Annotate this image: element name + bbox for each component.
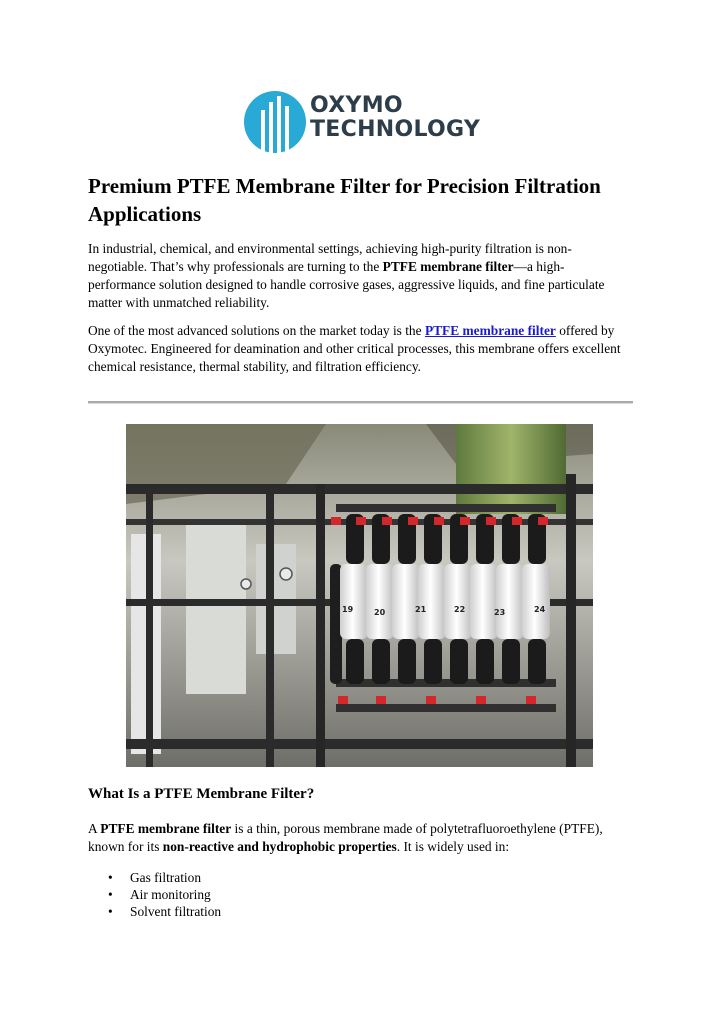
list-item <box>88 886 221 903</box>
intro-paragraph <box>88 240 628 312</box>
second-text-2: offered by Oxymotec. Engineered for deamination and other critical processes, this membrane offers excellent chemical resistance, thermal stability, and filtration efficiency. <box>88 323 621 374</box>
module-label: 21 <box>415 605 427 614</box>
bullet-icon: • <box>108 904 113 919</box>
article-title: Premium PTFE Membrane Filter for Precision Filtration Applications <box>88 174 601 226</box>
second-text-1: One of the most advanced solutions on the market today is the <box>88 323 425 338</box>
section-heading: What Is a PTFE Membrane Filter? <box>88 786 315 802</box>
section-bold-2: non-reactive and hydrophobic properties <box>162 839 397 854</box>
module-label: 20 <box>374 608 386 617</box>
module-label: 19 <box>342 605 354 614</box>
membrane-skid-photo <box>126 424 593 767</box>
intro-bold: PTFE membrane filter <box>382 259 514 274</box>
intro-text-2: —a high-performance solution designed to handle corrosive gases, aggressive liquids, and fine particulate matter with unmatched reliability. <box>88 259 605 310</box>
ptfe-membrane-filter-link[interactable]: PTFE membrane filter <box>424 323 556 338</box>
uses-list <box>88 869 221 920</box>
bullet-icon: • <box>108 870 113 885</box>
section-text-2: is a thin, porous membrane made of polytetrafluoroethylene (PTFE), known for its <box>88 821 603 854</box>
bullet-icon: • <box>108 887 113 902</box>
module-label: 24 <box>534 605 546 614</box>
intro-text-1: In industrial, chemical, and environmental settings, achieving high-purity filtration is non-negotiable. That’s why professionals are turning to the <box>88 241 572 274</box>
module-label: 22 <box>454 605 466 614</box>
list-item-text: Solvent filtration <box>130 904 222 919</box>
section-paragraph <box>88 820 628 856</box>
logo-mark-icon <box>244 88 306 156</box>
logo-line-1: OXYMO <box>310 93 403 118</box>
list-item-text: Gas filtration <box>130 870 202 885</box>
list-item-text: Air monitoring <box>130 887 211 902</box>
horizontal-divider <box>88 401 633 404</box>
logo-wordmark <box>310 94 480 142</box>
list-item <box>88 903 221 920</box>
section-text-1: A <box>88 821 101 836</box>
section-bold-1: PTFE membrane filter <box>100 821 232 836</box>
module-label: 23 <box>494 608 506 617</box>
oxymo-logo[interactable] <box>244 88 484 156</box>
list-item <box>88 869 221 886</box>
logo-line-2: TECHNOLOGY <box>310 117 481 142</box>
section-text-3: . It is widely used in: <box>396 839 510 854</box>
second-paragraph <box>88 322 628 376</box>
